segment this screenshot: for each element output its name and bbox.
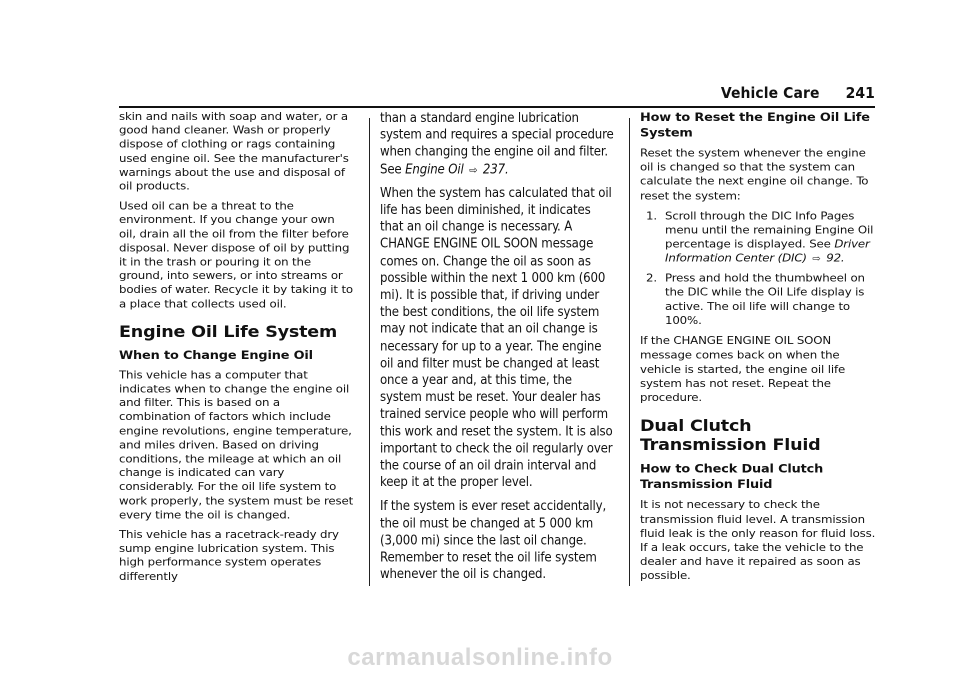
- subsection-heading: How to Check Dual Clutch Transmission Fluid: [640, 462, 824, 492]
- page-reference-arrow-icon: ⇨: [812, 253, 821, 265]
- column-divider: [369, 118, 370, 586]
- column-1: [119, 110, 355, 590]
- section-heading: Engine Oil Life System: [119, 322, 338, 341]
- cross-reference-page: 92.: [826, 252, 845, 266]
- numbered-list: [640, 209, 876, 328]
- paragraph: Used oil can be a threat to the environment. If you change your own oil, drain all the oil from the filter before disposal. Never dispose of oil by putting it in the trash or pouring it on the ground, into sewers, or into streams or bodies of water. Recycle it by taking it to a place that collects used oil.: [119, 200, 353, 311]
- watermark: carmanualsonline.info: [347, 644, 613, 671]
- paragraph: When the system has calculated that oil life has been diminished, it indicates that an oil change is necessary. A CHANGE ENGINE OIL SOON message comes on. Change the oil as soon as possible within the next 1 000 km (600 mi). It is possible that, if driving under the best conditions, the oil life system may not indicate that an oil change is necessary for up to a year. The engine oil and filter must be changed at least once a year and, at this time, the system must be reset. Your dealer has trained service people who will perform this work and reset the system. It is also important to check the oil regularly over the course of an oil drain interval and keep it at the proper level.: [380, 186, 613, 491]
- list-number: 2.: [646, 272, 657, 285]
- paragraph: skin and nails with soap and water, or a good hand cleaner. Wash or properly dispose of clothing or rags containing used engine oil. See the manufacturer's warnings about the use and disposal of oil products.: [119, 110, 349, 193]
- paragraph-text: than a standard engine lubrication system and requires a special procedure when changing the engine oil and filter. See: [380, 110, 614, 177]
- paragraph: [380, 110, 616, 178]
- page-number: 241: [845, 84, 875, 102]
- column-2: [380, 110, 616, 590]
- paragraph: If the system is ever reset accidentally, the oil must be changed at 5 000 km (3,000 mi) since the last oil change. Remember to reset the oil life system whenever the oil is changed.: [380, 499, 607, 583]
- list-item: [640, 271, 876, 328]
- page-reference-arrow-icon: ⇨: [469, 163, 478, 176]
- list-item-text: Scroll through the DIC Info Pages menu until the remaining Engine Oil percentage is displayed. See: [665, 210, 874, 252]
- paragraph: It is not necessary to check the transmission fluid level. A transmission fluid leak is the only reason for fluid loss. If a leak occurs, take the vehicle to the dealer and have it repaired as soon as possible.: [640, 499, 876, 583]
- cross-reference-page: 237.: [482, 162, 509, 177]
- list-number: 1.: [646, 210, 657, 223]
- column-divider: [629, 118, 630, 586]
- page-header: [721, 84, 875, 102]
- subsection-heading: How to Reset the Engine Oil Life System: [640, 110, 870, 140]
- list-item-text: Press and hold the thumbwheel on the DIC while the Oil Life display is active. The oil life will change to 100%.: [665, 272, 865, 328]
- header-rule: [119, 106, 875, 108]
- column-3: [640, 110, 876, 590]
- subsection-heading: When to Change Engine Oil: [119, 349, 313, 363]
- cross-reference-label: Driver Information Center (DIC): [665, 238, 870, 266]
- cross-reference-label: Engine Oil: [405, 162, 464, 177]
- section-heading: Dual Clutch Transmission Fluid: [640, 416, 821, 455]
- section-title: Vehicle Care: [720, 84, 820, 102]
- paragraph: If the CHANGE ENGINE OIL SOON message comes back on when the vehicle is started, the engine oil life system has not reset. Repeat the procedure.: [640, 335, 846, 405]
- paragraph: This vehicle has a computer that indicates when to change the engine oil and filter. This is based on a combination of factors which include engine revolutions, engine temperature, and miles driven. Based on driving conditions, the mileage at which an oil change is indicated can vary considerably. For the oil life system to work properly, the system must be reset every time the oil is changed.: [119, 369, 354, 522]
- list-item: [640, 209, 876, 266]
- paragraph: Reset the system whenever the engine oil is changed so that the system can calculate the next engine oil change. To reset the system:: [640, 147, 869, 203]
- paragraph: This vehicle has a racetrack-ready dry sump engine lubrication system. This high performance system operates differently: [119, 529, 339, 584]
- cross-reference-link[interactable]: [405, 162, 508, 177]
